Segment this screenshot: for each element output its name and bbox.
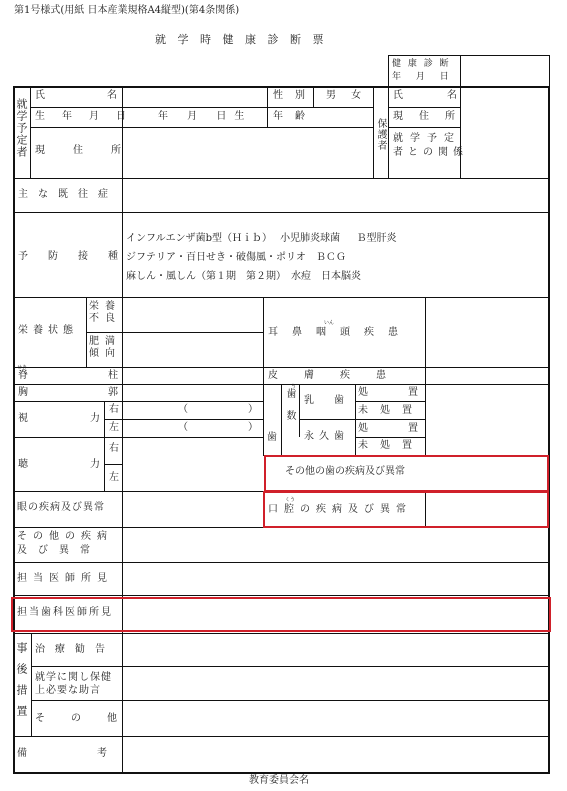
- guardian-address-label: 現住所: [393, 111, 471, 122]
- health-advice-label-2: 上必要な助言: [35, 685, 101, 696]
- dentist-opinion-highlight: [11, 597, 551, 632]
- guardian-relation-1: 就学予定: [393, 133, 461, 144]
- health-advice-label-1: 就学に関し保健: [35, 672, 112, 683]
- vaccination-label: 予防接種: [18, 251, 138, 262]
- teeth-ruby: う: [291, 384, 297, 390]
- vaccine-line-3: 麻しん・風しん（第１期 第２期） 水痘 日本脳炎: [126, 271, 361, 282]
- nutrition-label: 栄養状態: [18, 325, 78, 336]
- vaccine-line-1: インフルエンザ菌b型（Ｈｉｂ） 小児肺炎球菌 Ｂ型肝炎: [126, 233, 397, 244]
- permanent-treated-label: 処置: [358, 423, 458, 434]
- ent-label: 耳鼻咽頭疾患: [268, 327, 412, 338]
- oral-ruby: くう: [285, 497, 296, 503]
- guardian-group-label: 保護者: [375, 118, 386, 151]
- other-teeth-label: その他の歯の疾病及び異常: [285, 466, 405, 477]
- primary-teeth-label: 乳歯: [304, 395, 364, 406]
- oral-highlight: [263, 491, 549, 528]
- aftercare-other-label: その他: [35, 713, 143, 724]
- vision-left-label: 左: [109, 422, 119, 433]
- guardian-name-label: 氏名: [393, 90, 501, 101]
- doctor-opinion-label: 担当医師所見: [17, 573, 113, 584]
- chest-label: 胸郭: [18, 387, 198, 398]
- skin-label: 皮膚疾患: [268, 370, 412, 381]
- hearing-label: 聴力: [18, 459, 162, 470]
- remarks-label: 備考: [17, 748, 177, 759]
- student-sex-label: 性別: [273, 90, 317, 101]
- oral-label: 口腔の疾病及び異常: [268, 504, 412, 515]
- student-birth-value: 年 月 日生: [158, 111, 253, 122]
- teeth-label: 歯: [267, 432, 277, 443]
- hearing-right-label: 右: [109, 443, 119, 454]
- vision-right-label: 右: [109, 404, 119, 415]
- treatment-advice-label: 治療勧告: [35, 644, 115, 655]
- nutrition-obese-label: 肥満傾向: [89, 336, 121, 359]
- student-sex-value: 男 女: [326, 90, 368, 101]
- primary-treated-label: 処置: [358, 387, 458, 398]
- page-title: 就 学 時 健 康 診 断 票: [155, 33, 328, 46]
- dentist-opinion-label: 担当歯科医師所見: [17, 607, 113, 618]
- aftercare-group-label: 事後措置: [15, 642, 28, 726]
- other-teeth-highlight: [264, 455, 549, 492]
- student-group-label: 就学予定者: [15, 98, 28, 158]
- primary-untreated-label: 未処置: [358, 405, 424, 416]
- exam-date-ymd: 年 月 日: [392, 72, 455, 82]
- vision-right-value: （ ）: [178, 404, 258, 415]
- permanent-untreated-label: 未処置: [358, 440, 424, 451]
- exam-date-label: 健 康 診 断: [392, 59, 451, 69]
- spine-ruby: せき: [17, 365, 28, 371]
- board-name-label: 教育委員会名: [249, 775, 309, 786]
- other-disease-label-1: その他の疾病: [17, 531, 113, 542]
- teeth-count-label: 歯数: [284, 388, 295, 432]
- form-note: 第1号様式(用紙 日本産業規格A4縦型)(第4条関係): [14, 5, 240, 16]
- vaccine-line-2: ジフテリア・百日せき・破傷風・ポリオ ＢＣＧ: [126, 252, 346, 263]
- student-age-label: 年齢: [273, 111, 317, 122]
- other-disease-label-2: 及び異常: [17, 545, 101, 556]
- ent-ruby: いん: [324, 320, 335, 326]
- spine-label: 脊柱: [18, 370, 198, 381]
- permanent-teeth-label: 永久歯: [304, 431, 349, 442]
- vision-left-value: （ ）: [178, 422, 258, 433]
- nutrition-good-label: 栄養不良: [89, 301, 121, 324]
- past-illness-label: 主な既往症: [18, 189, 118, 200]
- student-name-label: 氏名: [35, 90, 179, 101]
- guardian-relation-2: 者との関係: [393, 147, 468, 158]
- hearing-left-label: 左: [109, 472, 119, 483]
- student-birth-label: 生年月日: [35, 111, 143, 122]
- eye-label: 眼の疾病及び異常: [17, 502, 105, 513]
- student-address-label: 現住所: [35, 145, 149, 156]
- vision-label: 視力: [18, 413, 162, 424]
